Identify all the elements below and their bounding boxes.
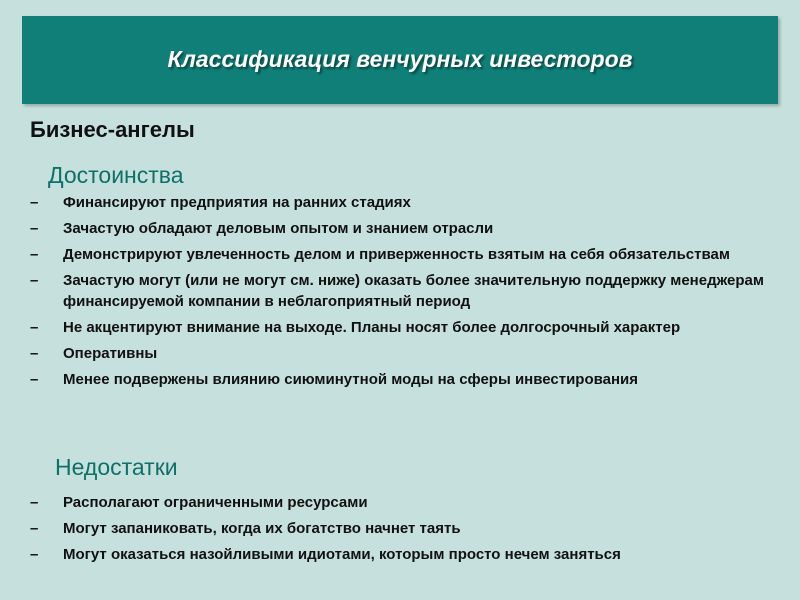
disadvantages-list — [30, 492, 780, 570]
list-item-text: Менее подвержены влиянию сиюминутной моды на сферы инвестирования — [63, 371, 639, 388]
list-item-text: Оперативны — [63, 345, 158, 362]
list-item-text: Могут запаниковать, когда их богатство начнет таять — [63, 520, 461, 537]
list-item-text: Могут оказаться назойливыми идиотами, которым просто нечем заняться — [63, 546, 621, 563]
list-item — [30, 492, 780, 513]
title-bar — [22, 16, 778, 104]
list-item-text: Располагают ограниченными ресурсами — [63, 494, 368, 511]
slide-title: Классификация венчурных инвесторов — [167, 46, 633, 72]
bullet-dash: – — [30, 345, 39, 362]
list-item — [30, 270, 780, 312]
bullet-dash: – — [30, 546, 39, 563]
bullet-dash: – — [30, 319, 39, 336]
disadvantages-heading: Недостатки — [55, 454, 178, 480]
advantages-heading: Достоинства — [48, 162, 184, 188]
list-item — [30, 544, 780, 565]
subheading: Бизнес-ангелы — [30, 117, 195, 142]
bullet-dash: – — [30, 520, 39, 537]
bullet-dash: – — [30, 272, 39, 289]
list-item — [30, 218, 780, 239]
bullet-dash: – — [30, 194, 39, 211]
bullet-dash: – — [30, 246, 39, 263]
list-item — [30, 369, 780, 390]
advantages-list — [30, 192, 780, 395]
list-item — [30, 192, 780, 213]
list-item — [30, 343, 780, 364]
list-item-text: Финансируют предприятия на ранних стадиях — [63, 194, 411, 211]
list-item-text: Демонстрируют увлеченность делом и приверженность взятым на себя обязательствам — [63, 246, 730, 263]
list-item — [30, 518, 780, 539]
list-item-text: Зачастую обладают деловым опытом и знанием отрасли — [63, 220, 494, 237]
bullet-dash: – — [30, 371, 39, 388]
list-item — [30, 317, 780, 338]
bullet-dash: – — [30, 494, 39, 511]
list-item-text: Не акцентируют внимание на выходе. Планы носят более долгосрочный характер — [63, 319, 681, 336]
list-item — [30, 244, 780, 265]
list-item-text: Зачастую могут (или не могут см. ниже) оказать более значительную поддержку менеджерам финансируемой компании в неблагоприятный период — [63, 272, 764, 310]
bullet-dash: – — [30, 220, 39, 237]
